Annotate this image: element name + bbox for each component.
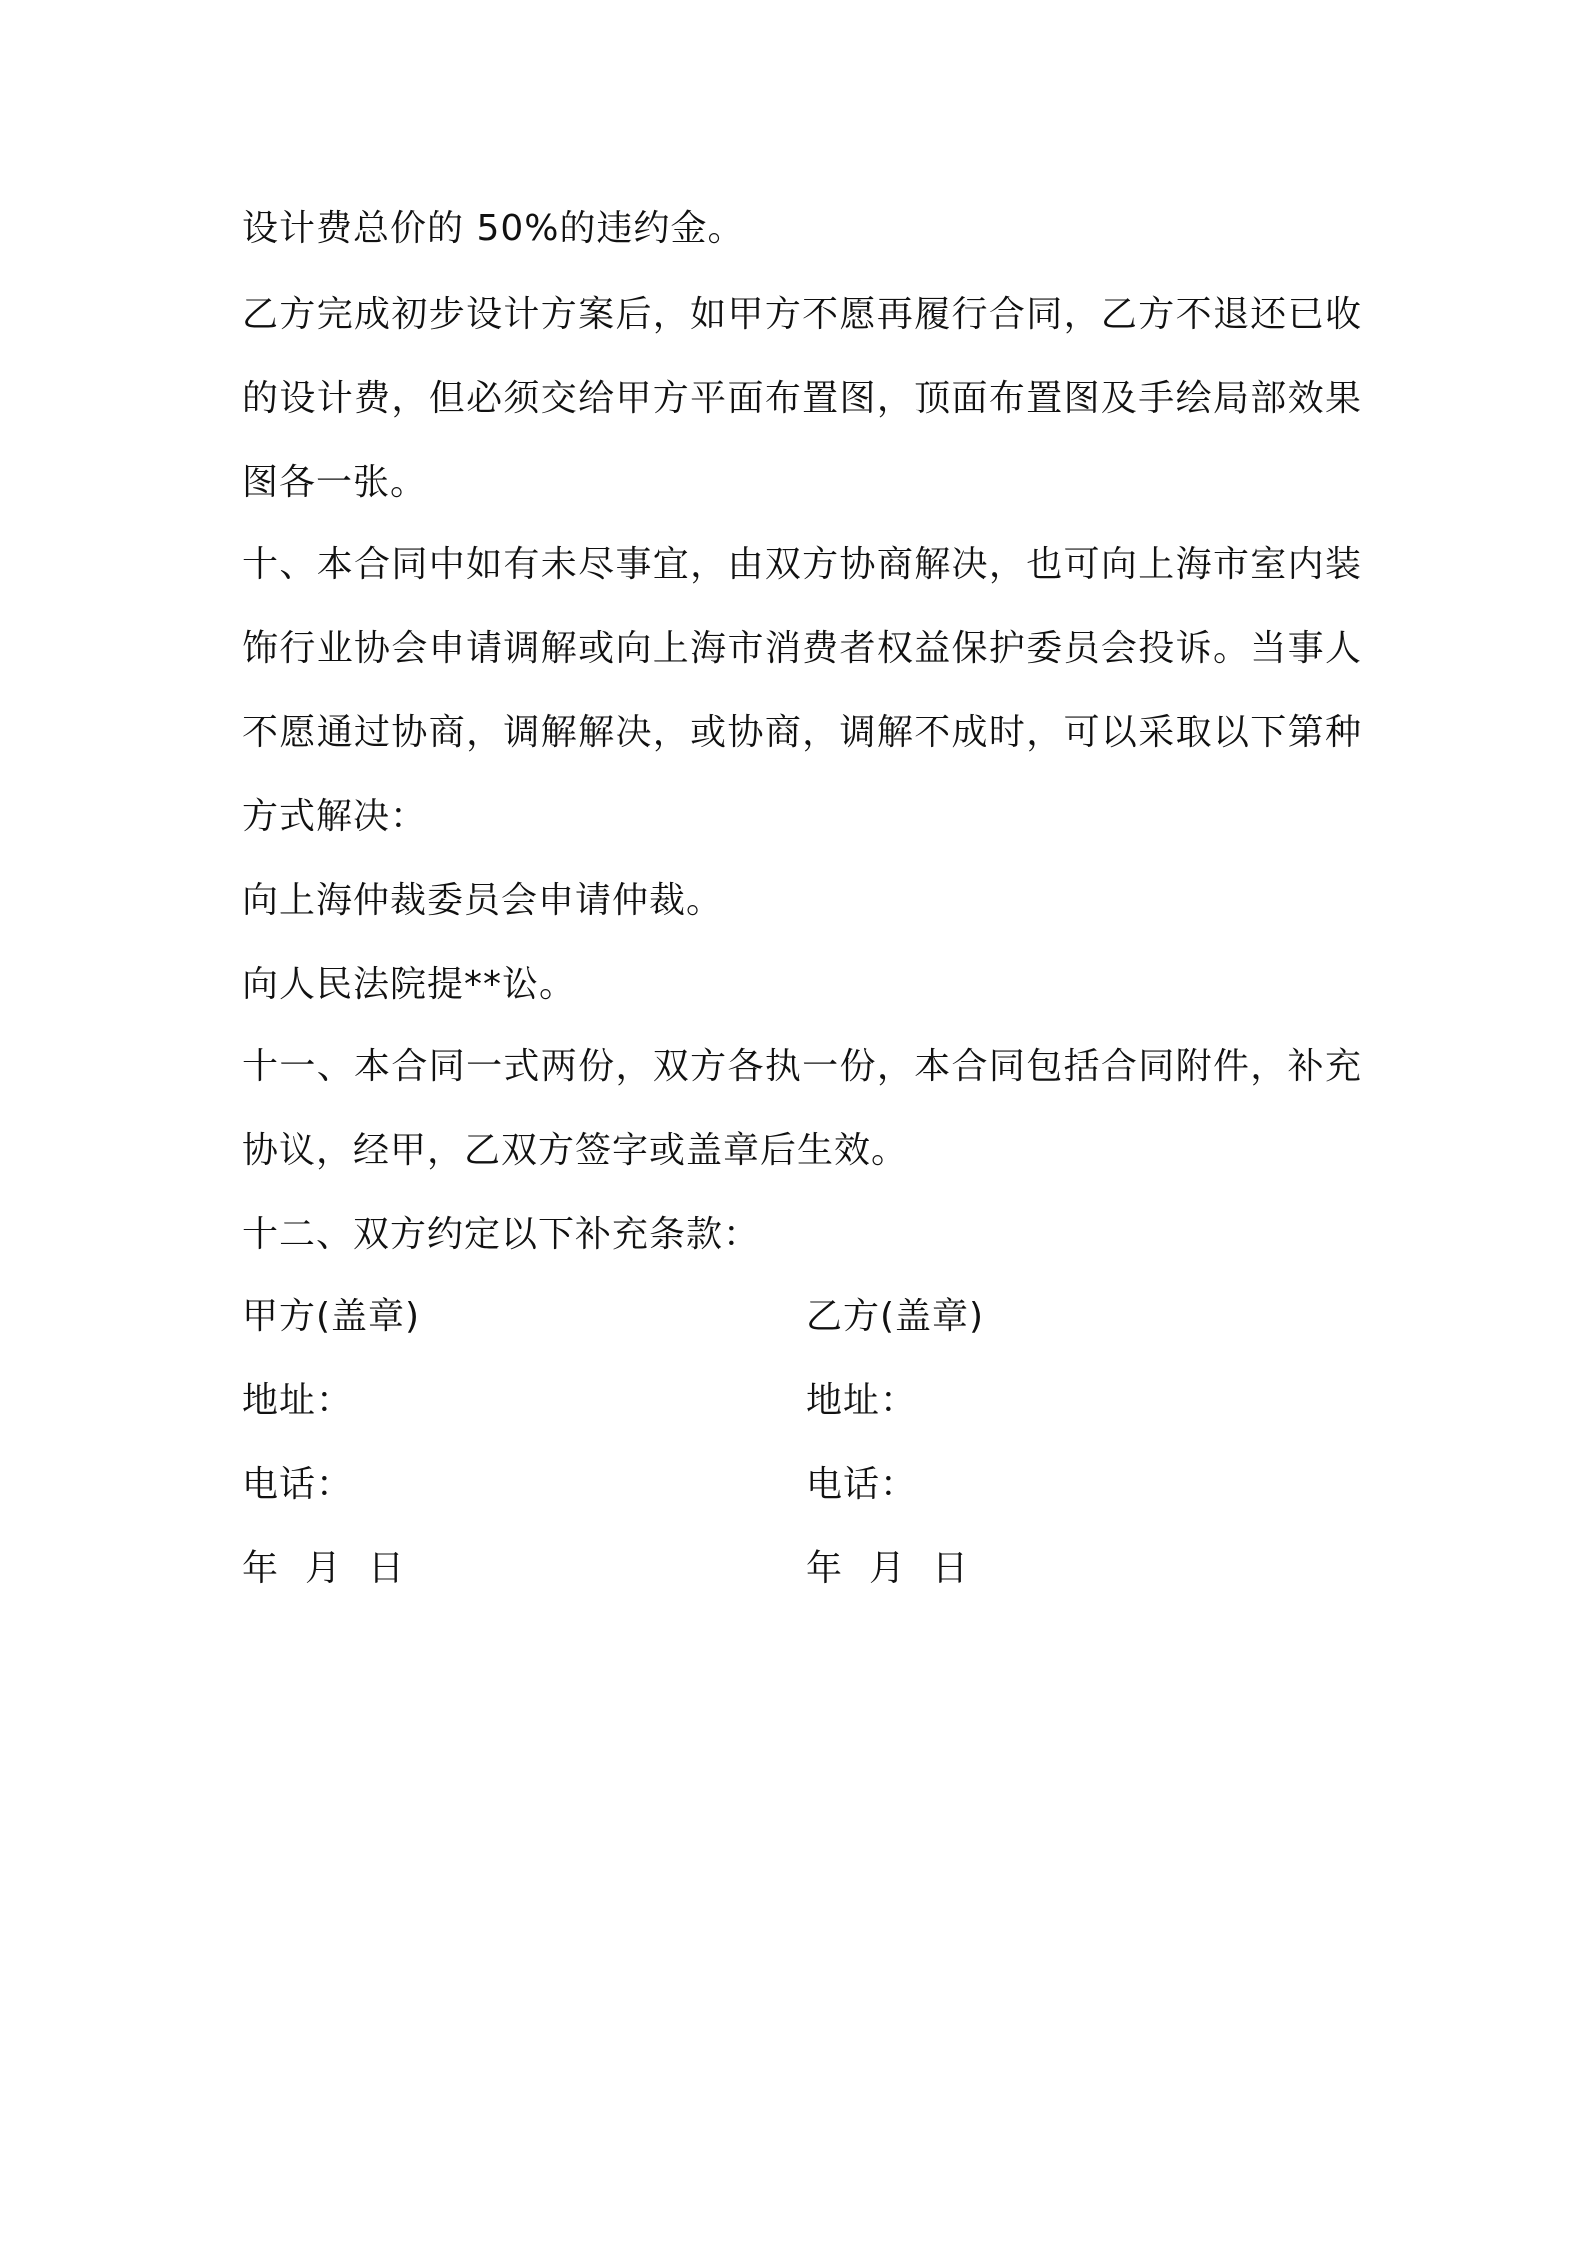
date-month-label: 月 (869, 1548, 907, 1589)
paragraph-line: 的设计费，但必须交给甲方平面布置图，顶面布置图及手绘局部效果 (242, 378, 1362, 419)
party-b-address: 地址： (806, 1380, 918, 1421)
date-day-label: 日 (368, 1548, 406, 1589)
paragraph-line: 图各一张。 (242, 462, 428, 503)
party-b-date (806, 1544, 995, 1594)
date-day-label: 日 (932, 1548, 970, 1589)
clause-11-line: 协议，经甲，乙双方签字或盖章后生效。 (242, 1130, 909, 1171)
date-year-label: 年 (806, 1548, 844, 1589)
dispute-option-line: 向上海仲裁委员会申请仲裁。 (242, 880, 724, 921)
party-a-seal: 甲方(盖章) (242, 1296, 421, 1337)
date-month-label: 月 (305, 1548, 343, 1589)
clause-10-line: 饰行业协会申请调解或向上海市消费者权益保护委员会投诉。当事人 (242, 628, 1362, 669)
paragraph-line: 设计费总价的 50%的违约金。 (242, 208, 745, 249)
party-a-address: 地址： (242, 1380, 354, 1421)
party-a-phone: 电话： (242, 1464, 354, 1505)
date-year-label: 年 (242, 1548, 280, 1589)
party-b-seal: 乙方(盖章) (806, 1296, 985, 1337)
clause-10-line: 十、本合同中如有未尽事宜，由双方协商解决，也可向上海市室内装 (242, 544, 1362, 585)
party-b-phone: 电话： (806, 1464, 918, 1505)
clause-12-line: 十二、双方约定以下补充条款： (242, 1214, 761, 1255)
clause-10-line: 方式解决： (242, 796, 428, 837)
dispute-option-line: 向人民法院提**讼。 (242, 964, 577, 1005)
party-a-date (242, 1544, 431, 1594)
clause-11-line: 十一、本合同一式两份，双方各执一份，本合同包括合同附件，补充 (242, 1046, 1362, 1087)
clause-10-line: 不愿通过协商，调解解决，或协商，调解不成时，可以采取以下第种 (242, 712, 1362, 753)
paragraph-line: 乙方完成初步设计方案后，如甲方不愿再履行合同，乙方不退还已收 (242, 294, 1362, 335)
